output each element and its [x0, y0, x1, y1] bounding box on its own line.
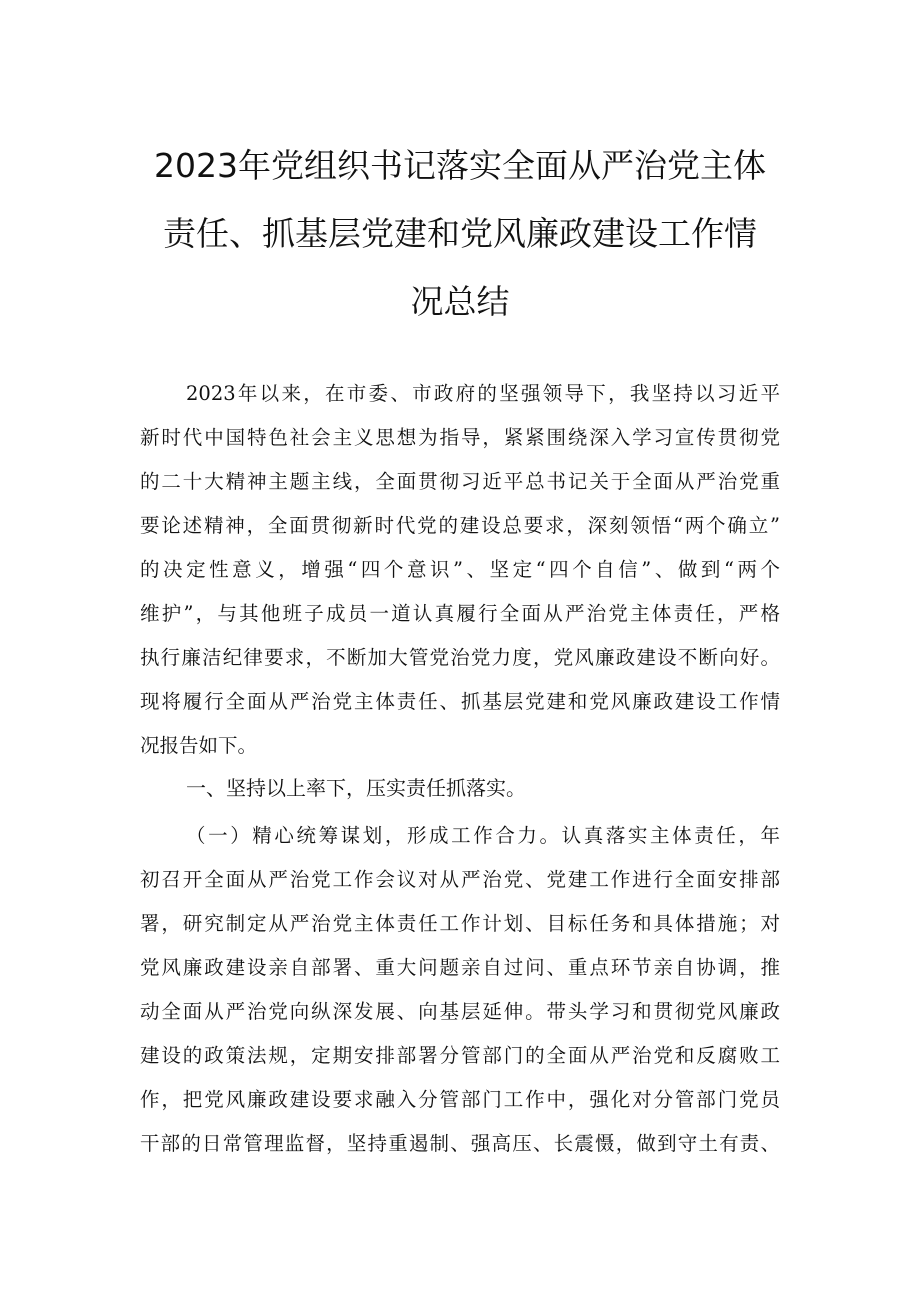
- intro-paragraph-line: 现将履行全面从严治党主体责任、抓基层党建和党风廉政建设工作情: [140, 690, 780, 713]
- document-title-line-3: 况总结: [410, 282, 510, 321]
- section-1-paragraph-line: （一）精心统筹谋划，形成工作合力。认真落实主体责任，年: [186, 824, 780, 847]
- section-1-paragraph-line: 动全面从严治党向纵深发展、向基层延伸。带头学习和贯彻党风廉政: [140, 1000, 780, 1023]
- section-1-paragraph-line: 建设的政策法规，定期安排部署分管部门的全面从严治党和反腐败工: [140, 1044, 780, 1067]
- section-1-paragraph-line: 党风廉政建设亲自部署、重大问题亲自过问、重点环节亲自协调，推: [140, 956, 780, 979]
- intro-paragraph-line: 新时代中国特色社会主义思想为指导，紧紧围绕深入学习宣传贯彻党: [140, 426, 780, 449]
- intro-paragraph-line: 执行廉洁纪律要求，不断加大管党治党力度，党风廉政建设不断向好。: [140, 646, 780, 669]
- document-title-line-1: 2023年党组织书记落实全面从严治党主体: [154, 146, 766, 185]
- intro-paragraph-line: 况报告如下。: [140, 734, 258, 757]
- section-1-paragraph-line: 作，把党风廉政建设要求融入分管部门工作中，强化对分管部门党员: [140, 1088, 780, 1111]
- document-title-line-2: 责任、抓基层党建和党风廉政建设工作情: [163, 214, 757, 253]
- section-1-paragraph-line: 初召开全面从严治党工作会议对从严治党、党建工作进行全面安排部: [140, 868, 780, 891]
- intro-paragraph-line: 要论述精神，全面贯彻新时代党的建设总要求，深刻领悟“两个确立”: [140, 514, 780, 537]
- section-1-paragraph-line: 干部的日常管理监督，坚持重遏制、强高压、长震慑，做到守土有责、: [140, 1132, 780, 1155]
- intro-paragraph-line: 2023年以来，在市委、市政府的坚强领导下，我坚持以习近平: [186, 382, 780, 405]
- intro-paragraph-line: 的决定性意义，增强“四个意识”、坚定“四个自信”、做到“两个: [140, 558, 780, 581]
- section-1-heading: 一、坚持以上率下，压实责任抓落实。: [186, 776, 526, 800]
- intro-paragraph-line: 维护”，与其他班子成员一道认真履行全面从严治党主体责任，严格: [140, 602, 780, 625]
- intro-paragraph-line: 的二十大精神主题主线，全面贯彻习近平总书记关于全面从严治党重: [140, 470, 780, 493]
- section-1-paragraph-line: 署，研究制定从严治党主体责任工作计划、目标任务和具体措施；对: [140, 912, 780, 935]
